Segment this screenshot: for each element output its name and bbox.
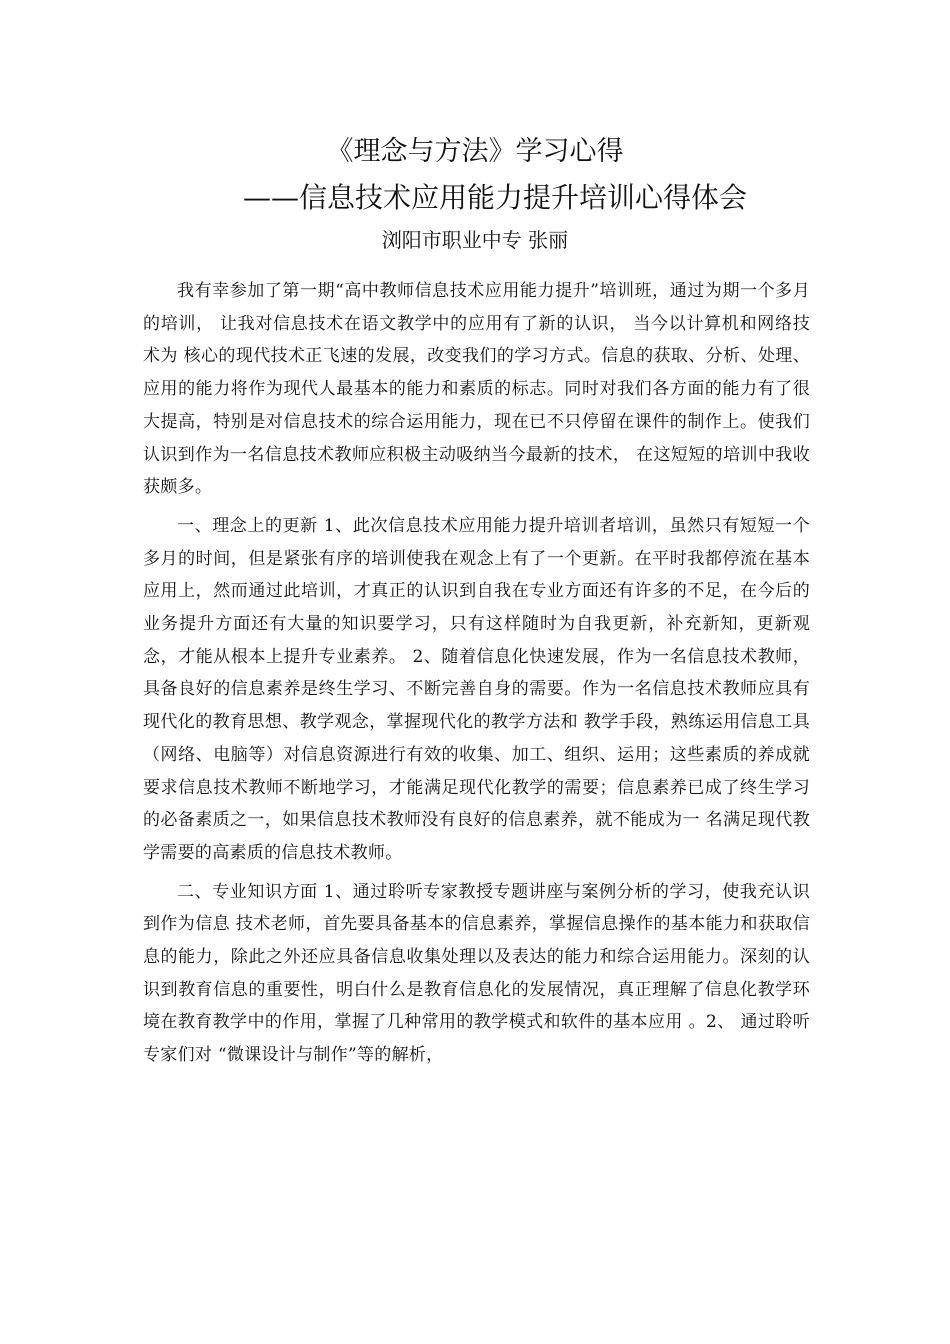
paragraph-professional-knowledge: 二、专业知识方面 1、通过聆听专家教授专题讲座与案例分析的学习，使我充认识到作为信息 技术老师，首先要具备基本的信息素养，掌握信息操作的基本能力和获取信息的能力，除此之外还应具备信息收集处理以及表达的能力和综合运用能力。深刻的认识到教育信息的重要性，明白什么是教育信息化的发展情况，真正理解了信息化教学环境在教育教学中的作用，掌握了几种常用的教学模式和软件的基本应用 。2、 通过聆听专家们对 “微课设计与制作”等的解析，: [143, 881, 810, 1066]
document-title: 《理念与方法》学习心得: [326, 136, 624, 167]
paragraph-intro: 我有幸参加了第一期“高中教师信息技术应用能力提升”培训班，通过为期一个多月的培训， 让我对信息技术在语文教学中的应用有了新的认识， 当今以计算机和网络技术为 核心的现代技术正飞速的发展，改变我们的学习方式。信息的获取、分析、处理、应用的能力将作为现代人最基本的能力和素质的标志。同时对我们各方面的能力有了很大提高，特别是对信息技术的综合运用能力，现在已不只停留在课件的制作上。使我们认识到作为一名信息技术教师应积极主动吸纳当今最新的技术， 在这短短的培训中我收获颇多。: [143, 281, 810, 498]
document-subtitle: ——信息技术应用能力提升培训心得体会: [242, 181, 747, 214]
document-author: 浏阳市职业中专 张丽: [381, 228, 569, 252]
paragraph-concept-update: 一、理念上的更新 1、此次信息技术应用能力提升培训者培训，虽然只有短短一个多月的时间，但是紧张有序的培训使我在观念上有了一个更新。在平时我都停流在基本应用上，然而通过此培训，才真正的认识到自我在专业方面还有许多的不足，在今后的业务提升方面还有大量的知识要学习，只有这样随时为自我更新，补充新知，更新观念，才能从根本上提升专业素养。 2、随着信息化快速发展，作为一名信息技术教师，具备良好的信息素养是终生学习、不断完善自身的需要。作为一名信息技术教师应具有现代化的教育思想、教学观念，掌握现代化的教学方法和 教学手段，熟练运用信息工具（网络、电脑等）对信息资源进行有效的收集、加工、组织、运用；这些素质的养成就要求信息技术教师不断地学习，才能满足现代化教学的需要；信息素养已成了终生学习的必备素质之一，如果信息技术教师没有良好的信息素养，就不能成为一 名满足现代教学需要的高素质的信息技术教师。: [143, 515, 810, 863]
document-body: [143, 275, 810, 1072]
